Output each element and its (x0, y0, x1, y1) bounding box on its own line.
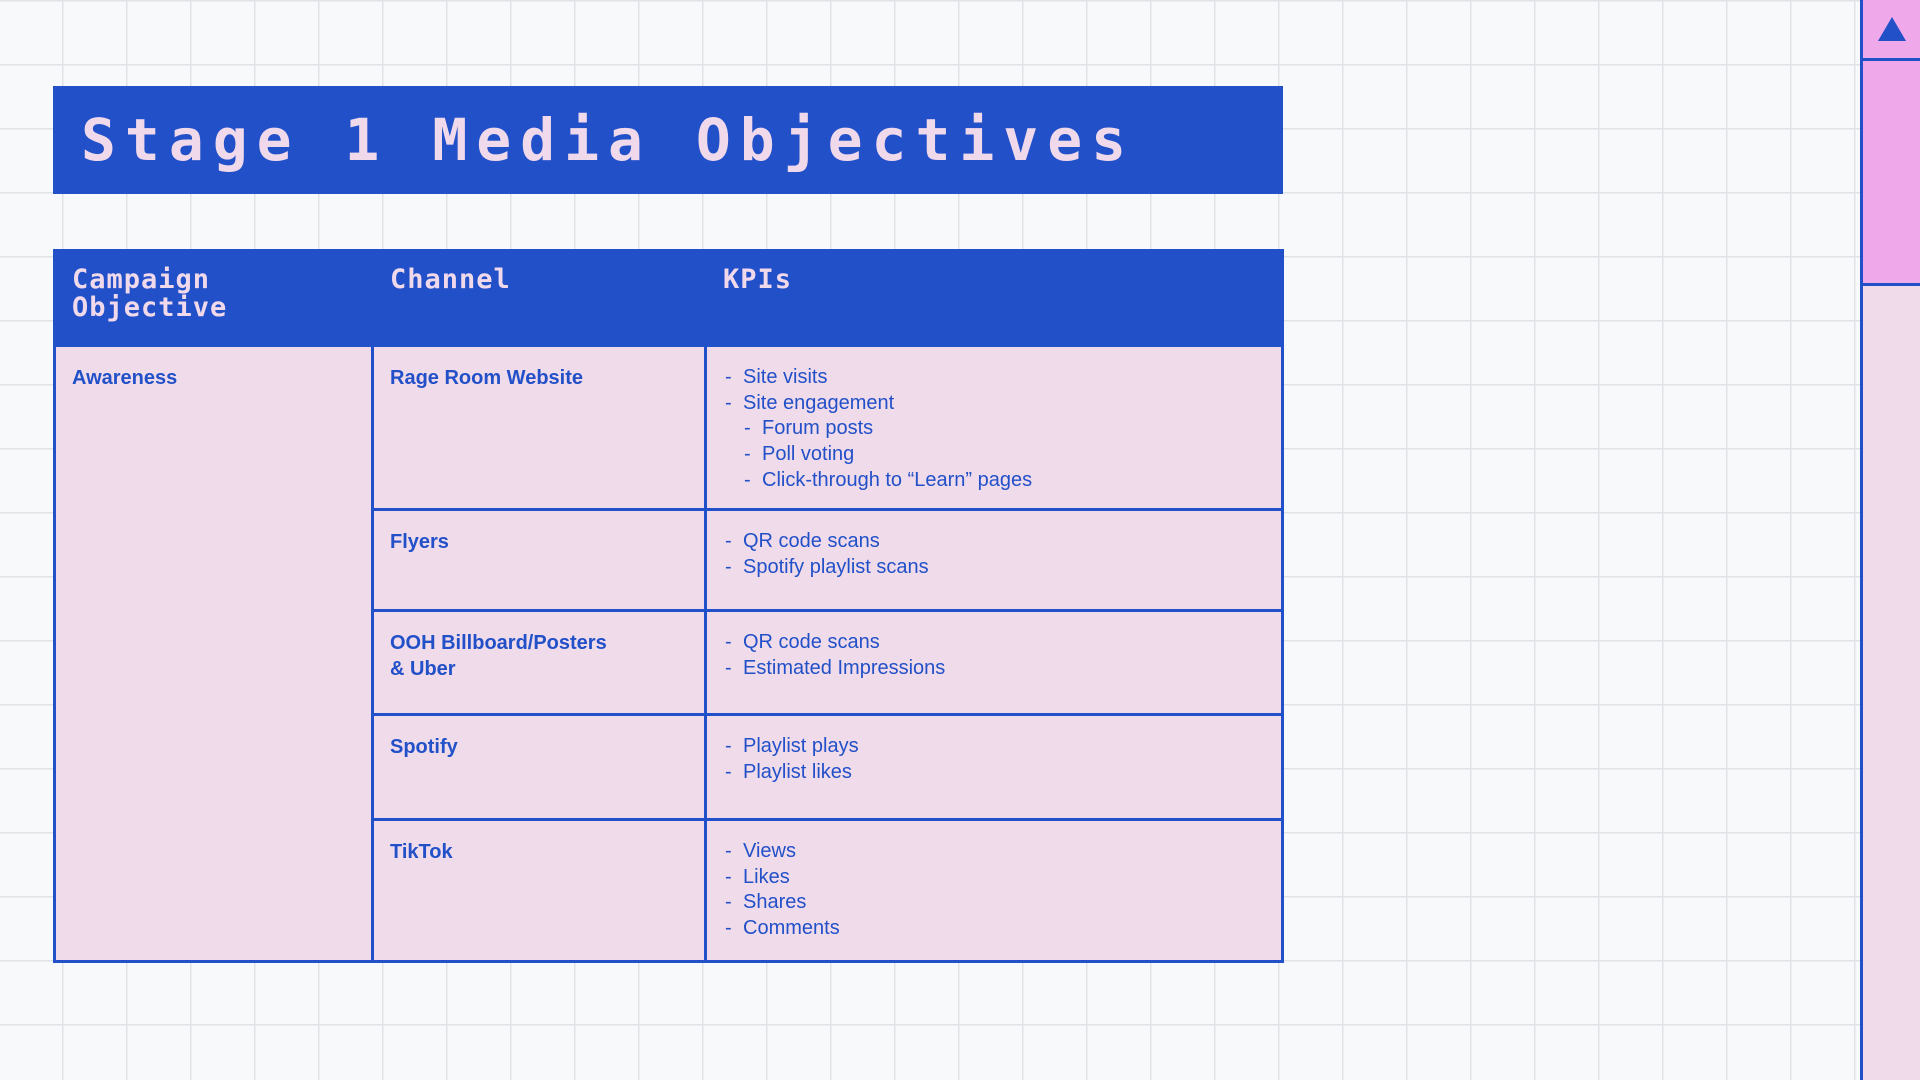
channel-cell (374, 821, 707, 960)
kpi-cell (707, 511, 1281, 609)
channel-label: TikTok (390, 841, 453, 863)
objective-label: Awareness (72, 367, 178, 389)
kpi-cell (707, 612, 1281, 713)
bullet-marker: - (725, 391, 732, 414)
kpi-text: Site engagement (743, 391, 895, 414)
bullet-marker: - (725, 840, 732, 862)
bullet-marker: - (725, 530, 732, 552)
bullet-marker: - (744, 417, 751, 440)
bullet-marker: - (725, 917, 732, 940)
kpi-text: QR code scans (743, 530, 880, 552)
header-campaign-objective: Campaign Objective (72, 264, 228, 323)
kpi-list (725, 734, 1281, 785)
table-body (56, 347, 1281, 960)
bullet-marker: - (725, 760, 732, 783)
list-item (725, 865, 1281, 891)
channel-rows (374, 347, 1281, 960)
kpi-cell (707, 821, 1281, 960)
list-item (725, 468, 1281, 494)
scroll-thumb[interactable] (1863, 61, 1920, 286)
kpi-text: Spotify playlist scans (743, 555, 929, 578)
list-item (725, 630, 1281, 656)
kpi-text: Playlist plays (743, 735, 859, 757)
kpi-text: Click-through to “Learn” pages (762, 468, 1033, 491)
table-row (374, 821, 1281, 960)
bullet-marker: - (744, 468, 751, 491)
table-row (374, 716, 1281, 821)
channel-label: OOH Billboard/Posters & Uber (390, 632, 607, 680)
kpi-list (725, 630, 1281, 681)
table-row (374, 511, 1281, 612)
kpi-list (725, 529, 1281, 580)
channel-label: Rage Room Website (390, 367, 583, 389)
kpi-text: Playlist likes (743, 760, 852, 783)
table-header-row (56, 252, 1281, 347)
kpi-cell (707, 716, 1281, 818)
list-item (725, 442, 1281, 468)
channel-cell (374, 511, 707, 609)
channel-label: Flyers (390, 531, 449, 553)
list-item (725, 365, 1281, 391)
kpi-text: Likes (743, 865, 790, 888)
header-kpis: KPIs (723, 264, 793, 295)
kpi-text: Forum posts (762, 417, 874, 440)
kpi-text: Estimated Impressions (743, 656, 946, 679)
kpi-text: QR code scans (743, 631, 880, 653)
channel-label: Spotify (390, 736, 458, 758)
channel-cell (374, 612, 707, 713)
kpi-text: Poll voting (762, 443, 855, 466)
scroll-up-button[interactable] (1863, 0, 1920, 61)
bullet-marker: - (725, 891, 732, 914)
kpi-list (725, 365, 1281, 494)
page-title: Stage 1 Media Objectives (81, 106, 1136, 174)
bullet-marker: - (725, 555, 732, 578)
bullet-marker: - (725, 656, 732, 679)
kpi-text: Views (743, 840, 796, 862)
kpi-text: Comments (743, 917, 840, 940)
kpi-text: Shares (743, 891, 807, 914)
bullet-marker: - (725, 865, 732, 888)
kpi-list (725, 839, 1281, 942)
bullet-marker: - (725, 631, 732, 653)
list-item (725, 839, 1281, 865)
list-item (725, 391, 1281, 417)
list-item (725, 890, 1281, 916)
kpi-cell (707, 347, 1281, 508)
bullet-marker: - (744, 443, 751, 466)
channel-cell (374, 347, 707, 508)
list-item (725, 734, 1281, 760)
list-item (725, 656, 1281, 682)
list-item (725, 529, 1281, 555)
bullet-marker: - (725, 366, 732, 388)
objective-cell (56, 347, 374, 960)
table-row (374, 347, 1281, 511)
triangle-up-icon (1878, 17, 1906, 41)
list-item (725, 416, 1281, 442)
table-row (374, 612, 1281, 716)
list-item (725, 555, 1281, 581)
scrollbar[interactable] (1860, 0, 1920, 1080)
list-item (725, 916, 1281, 942)
channel-cell (374, 716, 707, 818)
kpi-text: Site visits (743, 366, 828, 388)
header-channel: Channel (390, 264, 511, 295)
media-objectives-table (53, 249, 1284, 963)
title-banner (53, 86, 1283, 194)
list-item (725, 760, 1281, 786)
bullet-marker: - (725, 735, 732, 757)
